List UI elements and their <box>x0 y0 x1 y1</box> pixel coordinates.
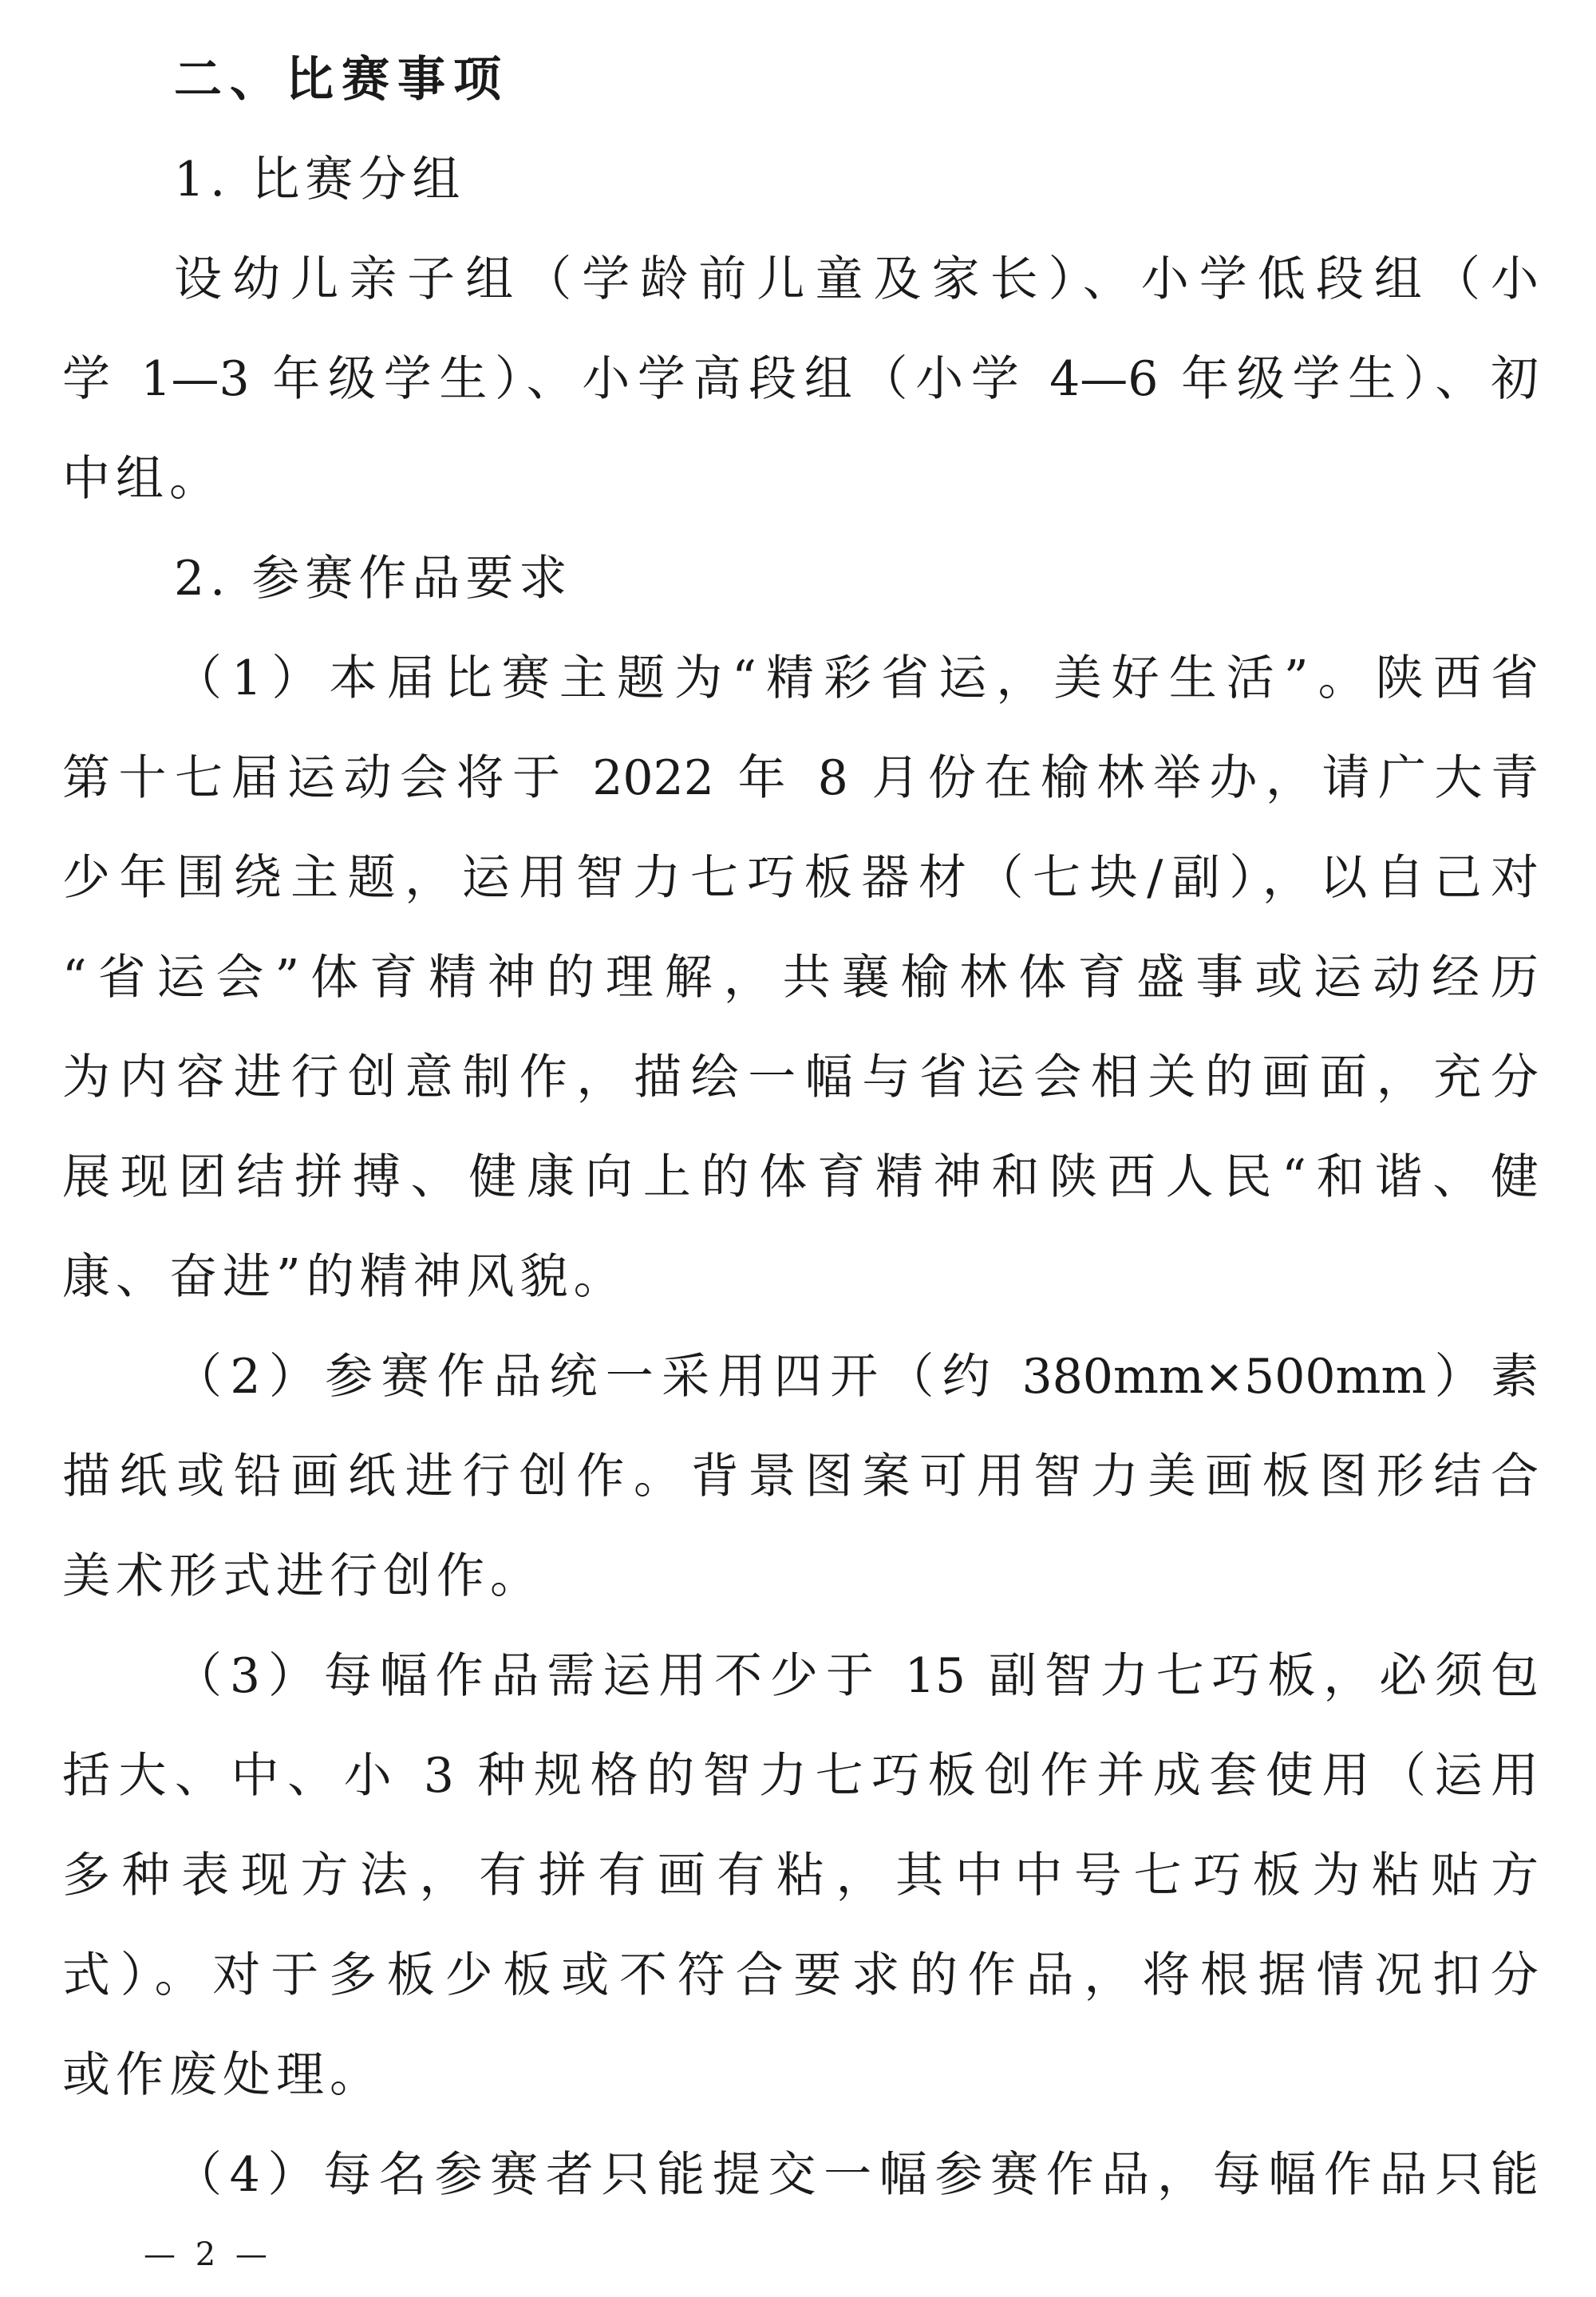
paragraph-line: 或作废处理。 <box>62 2047 383 2103</box>
paragraph-line: 设幼儿亲子组（学龄前儿童及家长）、小学低段组（小 <box>174 251 1539 307</box>
paragraph-line: （1）本届比赛主题为“精彩省运，美好生活”。陕西省 <box>174 650 1539 706</box>
subheading-requirements: 2. 参赛作品要求 <box>174 551 573 607</box>
paragraph-line: 为内容进行创意制作，描绘一幅与省运会相关的画面，充分 <box>62 1050 1539 1105</box>
paragraph-line: （3）每幅作品需运用不少于 15 副智力七巧板，必须包 <box>174 1648 1539 1704</box>
paragraph-line: 康、奋进”的精神风貌。 <box>62 1249 627 1305</box>
paragraph-line: 多种表现方法，有拼有画有粘，其中中号七巧板为粘贴方 <box>62 1848 1539 1904</box>
subheading-groups: 1. 比赛分组 <box>174 152 466 208</box>
paragraph-line: 学 1—3 年级学生）、小学高段组（小学 4—6 年级学生）、初 <box>62 351 1539 407</box>
paragraph-line: 少年围绕主题，运用智力七巧板器材（七块/副），以自己对 <box>62 850 1539 906</box>
paragraph-line: “省运会”体育精神的理解，共襄榆林体育盛事或运动经历 <box>62 950 1539 1006</box>
paragraph-line: 展现团结拼搏、健康向上的体育精神和陕西人民“和谐、健 <box>62 1149 1539 1205</box>
paragraph-line: 第十七届运动会将于 2022 年 8 月份在榆林举办，请广大青 <box>62 750 1539 806</box>
paragraph-line: （2）参赛作品统一采用四开（约 380mm×500mm）素 <box>174 1349 1539 1405</box>
page-number: — 2 — <box>144 2236 272 2273</box>
paragraph-line: 描纸或铅画纸进行创作。背景图案可用智力美画板图形结合 <box>62 1449 1539 1504</box>
paragraph-line: 美术形式进行创作。 <box>62 1548 543 1604</box>
paragraph-line: 式）。对于多板少板或不符合要求的作品，将根据情况扣分 <box>62 1947 1539 2003</box>
paragraph-line: （4）每名参赛者只能提交一幅参赛作品，每幅作品只能 <box>174 2147 1539 2203</box>
paragraph-line: 括大、中、小 3 种规格的智力七巧板创作并成套使用（运用 <box>62 1748 1539 1804</box>
section-heading: 二、比赛事项 <box>174 52 509 108</box>
paragraph-line: 中组。 <box>62 451 223 507</box>
